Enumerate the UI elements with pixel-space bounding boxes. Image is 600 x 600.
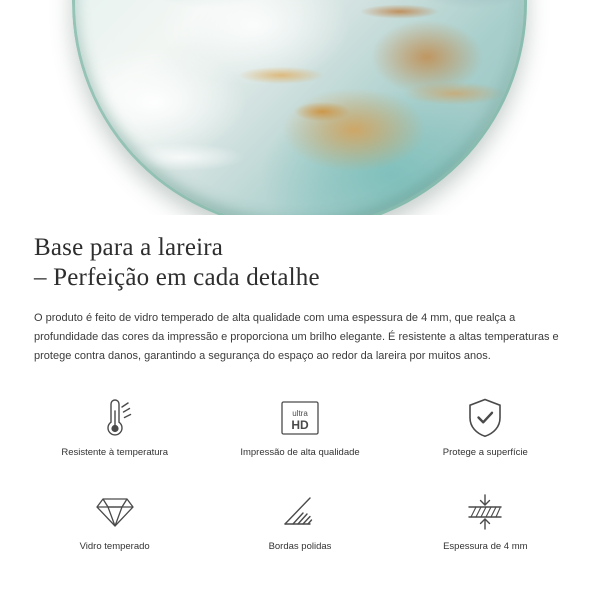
shield-check-icon <box>467 395 503 441</box>
hero-image <box>0 0 600 215</box>
svg-text:ultra: ultra <box>292 409 308 418</box>
thermometer-icon <box>98 395 132 441</box>
diamond-icon <box>95 489 135 535</box>
feature-item-print-quality <box>207 395 392 483</box>
polished-edges-icon <box>281 489 319 535</box>
svg-text:HD: HD <box>291 418 309 432</box>
feature-grid <box>0 395 600 577</box>
feature-label: Resistente à temperatura <box>61 447 168 458</box>
thickness-arrows-icon <box>463 489 507 535</box>
headline-line-1: Base para a lareira <box>34 234 224 261</box>
feature-item-thickness <box>393 489 578 577</box>
feature-item-polished-edges <box>207 489 392 577</box>
ultra-hd-icon <box>281 395 319 441</box>
round-glass-panel <box>72 0 527 215</box>
page-title <box>34 233 566 293</box>
text-content <box>0 215 600 366</box>
feature-label: Impressão de alta qualidade <box>240 447 360 458</box>
feature-label: Espessura de 4 mm <box>443 541 528 552</box>
marble-print-pattern <box>72 0 527 215</box>
description-paragraph: O produto é feito de vidro temperado de alta qualidade com uma espessura de 4 mm, que realça a profundidade das cores da impressão e proporciona um brilho elegante. É resistente a altas temperaturas e protege contra danos, garantindo a segurança do espaço ao redor da lareira por muitos anos. <box>34 312 559 362</box>
feature-label: Vidro temperado <box>79 541 150 552</box>
feature-label: Bordas polidas <box>268 541 332 552</box>
feature-item-surface-protection <box>393 395 578 483</box>
feature-item-temperature <box>22 395 207 483</box>
feature-item-tempered-glass <box>22 489 207 577</box>
headline-line-2: – Perfeição em cada detalhe <box>34 264 320 291</box>
feature-label: Protege a superfície <box>442 447 528 458</box>
